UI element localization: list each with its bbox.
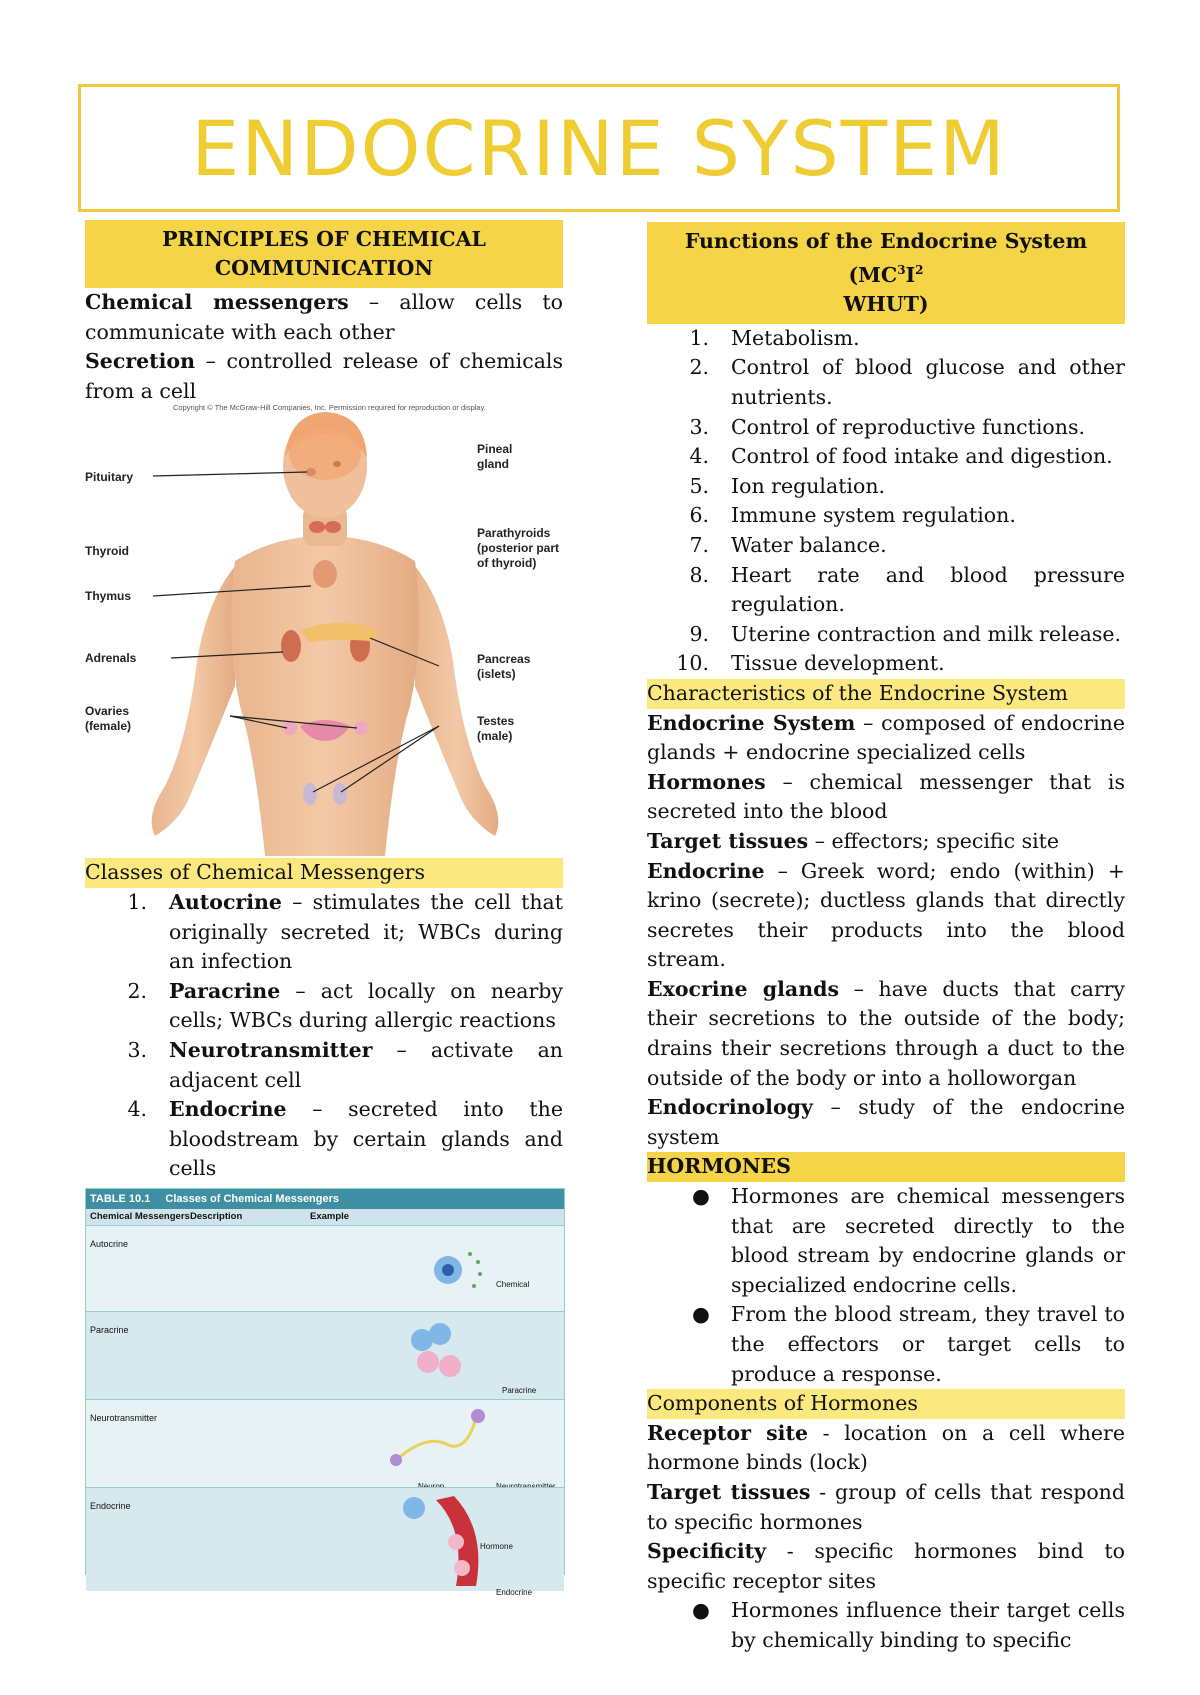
classes-list — [85, 888, 563, 1184]
definition: Endocrine System – composed of endocrine glands + endocrine specialized cells — [647, 710, 1126, 765]
copyright-note: Copyright © The McGraw-Hill Companies, Inc. Permission required for reproduction or display. — [173, 403, 486, 413]
right-column — [647, 222, 1125, 1656]
table-row: Endocrine Hormone Endocrine — [86, 1487, 564, 1591]
functions-list — [647, 324, 1125, 679]
left-column — [85, 220, 563, 1597]
definition: Chemical messengers – allow cells to communicate with each other — [85, 290, 563, 344]
list-item: 9. Uterine contraction and milk release. — [689, 621, 1122, 646]
definition: Exocrine glands – have ducts that carry their secretions to the outside of the body; drains their secretions through a duct to the outside of the body or into a holloworgan — [647, 976, 1125, 1090]
list-item: ● Hormones are chemical messengers that are secreted directly to the blood stream by endocrine glands or specialized endocrine cells. — [692, 1184, 1125, 1297]
label-thyroid: Thyroid — [85, 544, 129, 559]
list-item: 1. Metabolism. — [689, 325, 860, 350]
definition: Target tissues – effectors; specific site — [647, 828, 1060, 853]
list-item: 2. Control of blood glucose and other nutrients. — [689, 355, 1125, 410]
list-item: 5. Ion regulation. — [689, 473, 886, 498]
classes-title: Classes of Chemical Messengers — [85, 858, 563, 888]
bullet-icon: ● — [692, 1302, 710, 1327]
list-item: 2. Paracrine – act locally on nearby cells; WBCs during allergic reactions — [127, 978, 563, 1033]
list-item: 3. Neurotransmitter – activate an adjacent cell — [127, 1037, 563, 1092]
table-row: Neurotransmitter — [86, 1399, 564, 1487]
components-title: Components of Hormones — [647, 1389, 1125, 1419]
list-item: 7. Water balance. — [689, 532, 887, 557]
hormones-title: HORMONES — [647, 1152, 1125, 1182]
endocrine-glands-figure — [85, 396, 563, 858]
list-item: ● Hormones influence their target cells by chemically binding to specific — [692, 1598, 1125, 1652]
list-item: 4. Endocrine – secreted into the bloodstream by certain glands and cells — [127, 1097, 563, 1181]
bullet-icon: ● — [692, 1184, 710, 1209]
table-header: Chemical Messengers — [90, 1210, 190, 1222]
definition: Secretion – controlled release of chemicals from a cell — [85, 349, 563, 403]
label-testes: Testes (male) — [477, 714, 515, 744]
definition: Endocrinology – study of the endocrine system — [647, 1095, 1125, 1149]
table-row: Paracrine Paracrine — [86, 1311, 564, 1399]
list-item: ● From the blood stream, they travel to the effectors or target cells to produce a response. — [692, 1302, 1125, 1386]
definition: Specificity - specific hormones bind to specific receptor sites — [647, 1539, 1125, 1593]
table-header: Description — [190, 1210, 243, 1222]
table-row: Autocrine Chemical — [86, 1225, 564, 1311]
classes-table-figure — [85, 1188, 565, 1597]
characteristics-title: Characteristics of the Endocrine System — [647, 679, 1125, 709]
label-thymus: Thymus — [85, 589, 132, 604]
title-box — [78, 84, 1120, 212]
list-item: 4. Control of food intake and digestion. — [689, 444, 1113, 469]
list-item: 3. Control of reproductive functions. — [689, 414, 1086, 439]
list-item: 1. Autocrine – stimulates the cell that originally secreted it; WBCs during an infection — [127, 889, 563, 974]
table-title: Classes of Chemical Messengers — [165, 1192, 340, 1205]
definition: Hormones – chemical messenger that is secreted into the blood — [647, 769, 1125, 824]
functions-header: Functions of the Endocrine System ($MC^3I^2$ WHUT) — [647, 222, 1125, 324]
definition: Receptor site - location on a cell where hormone binds (lock) — [647, 1420, 1125, 1475]
list-item: 10. Tissue development. — [676, 651, 945, 676]
label-pancreas: Pancreas (islets) — [477, 652, 531, 682]
label-pituitary: Pituitary — [85, 470, 134, 485]
label-adrenals: Adrenals — [85, 651, 137, 666]
definition: Endocrine – Greek word; endo (within) + krino (secrete); ductless glands that directly secretes their products into the blood stream. — [647, 858, 1125, 972]
label-pineal: Pineal gland — [477, 442, 513, 472]
principles-header: PRINCIPLES OF CHEMICAL COMMUNICATION — [85, 220, 563, 288]
list-item: 6. Immune system regulation. — [689, 503, 1016, 528]
table-badge: TABLE 10.1 — [90, 1192, 151, 1205]
page-title: ENDOCRINE SYSTEM — [191, 103, 1007, 193]
list-item: 8. Heart rate and blood pressure regulation. — [689, 562, 1125, 617]
bullet-icon: ● — [692, 1598, 710, 1623]
hormones-bullets — [647, 1182, 1125, 1389]
label-parathyroids: Parathyroids (posterior part of thyroid) — [477, 526, 560, 571]
label-ovaries: Ovaries (female) — [85, 704, 132, 734]
table-header: Example — [310, 1210, 350, 1222]
components-bullets — [647, 1596, 1125, 1655]
definition: Target tissues - group of cells that respond to specific hormones — [647, 1479, 1126, 1534]
